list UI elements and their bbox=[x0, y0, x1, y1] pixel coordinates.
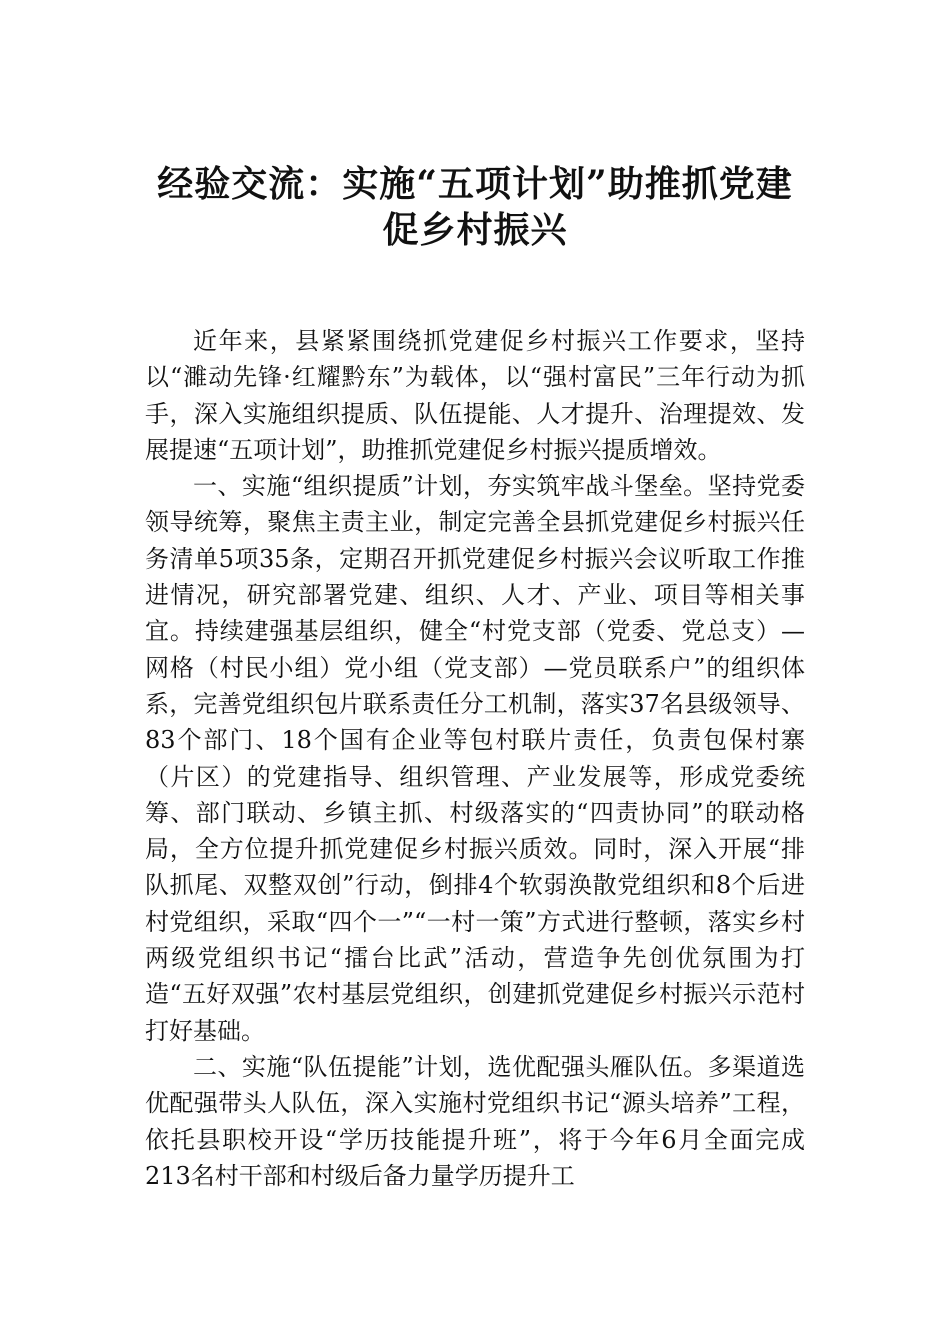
document-body bbox=[145, 323, 805, 1194]
intro-paragraph: 近年来，县紧紧围绕抓党建促乡村振兴工作要求，坚持以“濉动先锋·红耀黔东”为载体，以“强村富民”三年行动为抓手，深入实施组织提质、队伍提能、人才提升、治理提效、发展提速“五项计划”，助推抓党建促乡村振兴提质增效。 bbox=[145, 327, 805, 464]
section-2-paragraph: 二、实施“队伍提能”计划，选优配强头雁队伍。多渠道选优配强带头人队伍，深入实施村党组织书记“源头培养”工程，依托县职校开设“学历技能提升班”，将于今年6月全面完成213名村干部和村级后备力量学历提升工 bbox=[145, 1052, 805, 1190]
document-title-line-2: 促乡村振兴 bbox=[382, 209, 568, 251]
section-1-paragraph: 一、实施“组织提质”计划，夯实筑牢战斗堡垒。坚持党委领导统筹，聚焦主责主业，制定完善全县抓党建促乡村振兴任务清单5项35条，定期召开抓党建促乡村振兴会议听取工作推进情况，研究部署党建、组织、人才、产业、项目等相关事宜。持续建强基层组织，健全“村党支部（党委、党总支）—网格（村民小组）党小组（党支部）—党员联系户”的组织体系，完善党组织包片联系责任分工机制，落实37名县级领导、83个部门、18个国有企业等包村联片责任，负责包保村寨（片区）的党建指导、组织管理、产业发展等，形成党委统筹、部门联动、乡镇主抓、村级落实的“四责协同”的联动格局，全方位提升抓党建促乡村振兴质效。同时，深入开展“排队抓尾、双整双创”行动，倒排4个软弱涣散党组织和8个后进村党组织，采取“四个一”“一村一策”方式进行整顿，落实乡村两级党组织书记“擂台比武”活动，营造争先创优氛围为打造“五好双强”农村基层党组织，创建抓党建促乡村振兴示范村打好基础。 bbox=[145, 472, 805, 1045]
document-title-line-1: 经验交流：实施“五项计划”助推抓党建 bbox=[157, 163, 793, 205]
